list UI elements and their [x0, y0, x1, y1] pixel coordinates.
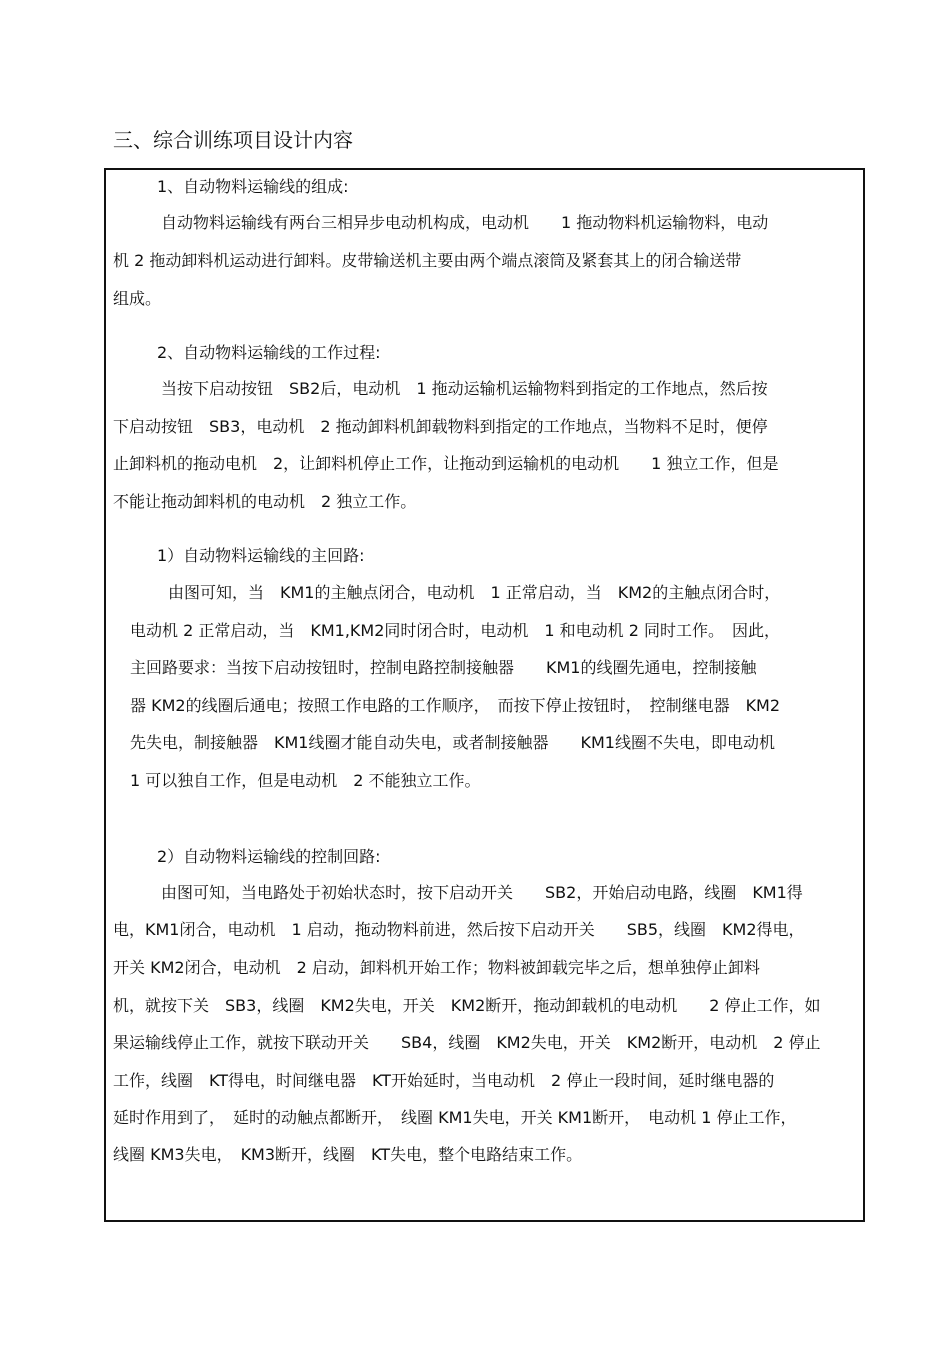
body-line: 机 2 拖动卸料机运动进行卸料。皮带输送机主要由两个端点滚筒及紧套其上的闭合输送带 [113, 251, 742, 270]
body-line: 主回路要求：当按下启动按钮时，控制电路控制接触器 KM1的线圈先通电，控制接触 [130, 658, 757, 677]
body-line: 1 可以独自工作，但是电动机 2 不能独立工作。 [130, 771, 481, 790]
body-line: 当按下启动按钮 SB2后，电动机 1 拖动运输机运输物料到指定的工作地点，然后按 [161, 379, 768, 398]
body-line: 机，就按下关 SB3，线圈 KM2失电，开关 KM2断开，拖动卸载机的电动机 2 停止工作，如 [113, 996, 821, 1015]
body-line: 延时作用到了， 延时的动触点都断开， 线圈 KM1失电，开关 KM1断开， 电动机 1 停止工作， [113, 1108, 797, 1127]
body-line: 线圈 KM3失电， KM3断开，线圈 KT失电，整个电路结束工作。 [113, 1145, 583, 1164]
body-line: 果运输线停止工作，就按下联动开关 SB4，线圈 KM2失电，开关 KM2断开，电动机 2 停止 [113, 1033, 821, 1052]
body-line: 自动物料运输线有两台三相异步电动机构成，电动机 1 拖动物料机运输物料，电动 [161, 213, 769, 232]
body-line: 电动机 2 正常启动，当 KM1,KM2同时闭合时，电动机 1 和电动机 2 同时工作。 因此， [130, 621, 781, 640]
body-line: 由图可知，当 KM1的主触点闭合，电动机 1 正常启动，当 KM2的主触点闭合时， [168, 583, 781, 602]
body-line: 先失电，制接触器 KM1线圈才能自动失电，或者制接触器 KM1线圈不失电，即电动机 [130, 733, 775, 752]
body-line: 由图可知，当电路处于初始状态时，按下启动开关 SB2，开始启动电路，线圈 KM1得 [161, 883, 803, 902]
body-line: 器 KM2的线圈后通电；按照工作电路的工作顺序， 而按下停止按钮时， 控制继电器 KM2 [130, 696, 781, 715]
subheading-control-circuit: 2）自动物料运输线的控制回路: [157, 847, 381, 866]
body-line: 不能让拖动卸料机的电动机 2 独立工作。 [113, 492, 417, 511]
section-heading: 三、综合训练项目设计内容 [113, 128, 353, 152]
body-line: 电，KM1闭合，电动机 1 启动，拖动物料前进，然后按下启动开关 SB5，线圈 KM2得电， [113, 920, 805, 939]
body-line: 组成。 [113, 289, 162, 308]
subheading-main-circuit: 1）自动物料运输线的主回路: [157, 546, 365, 565]
subheading-process: 2、自动物料运输线的工作过程: [157, 343, 381, 362]
body-line: 止卸料机的拖动电机 2，让卸料机停止工作，让拖动到运输机的电动机 1 独立工作，但是 [113, 454, 779, 473]
subheading-composition: 1、自动物料运输线的组成: [157, 177, 349, 196]
body-line: 工作，线圈 KT得电，时间继电器 KT开始延时，当电动机 2 停止一段时间，延时继电器的 [113, 1071, 775, 1090]
body-line: 下启动按钮 SB3，电动机 2 拖动卸料机卸载物料到指定的工作地点，当物料不足时，便停 [113, 417, 768, 436]
body-line: 开关 KM2闭合，电动机 2 启动，卸料机开始工作；物料被卸载完毕之后，想单独停止卸料 [113, 958, 760, 977]
